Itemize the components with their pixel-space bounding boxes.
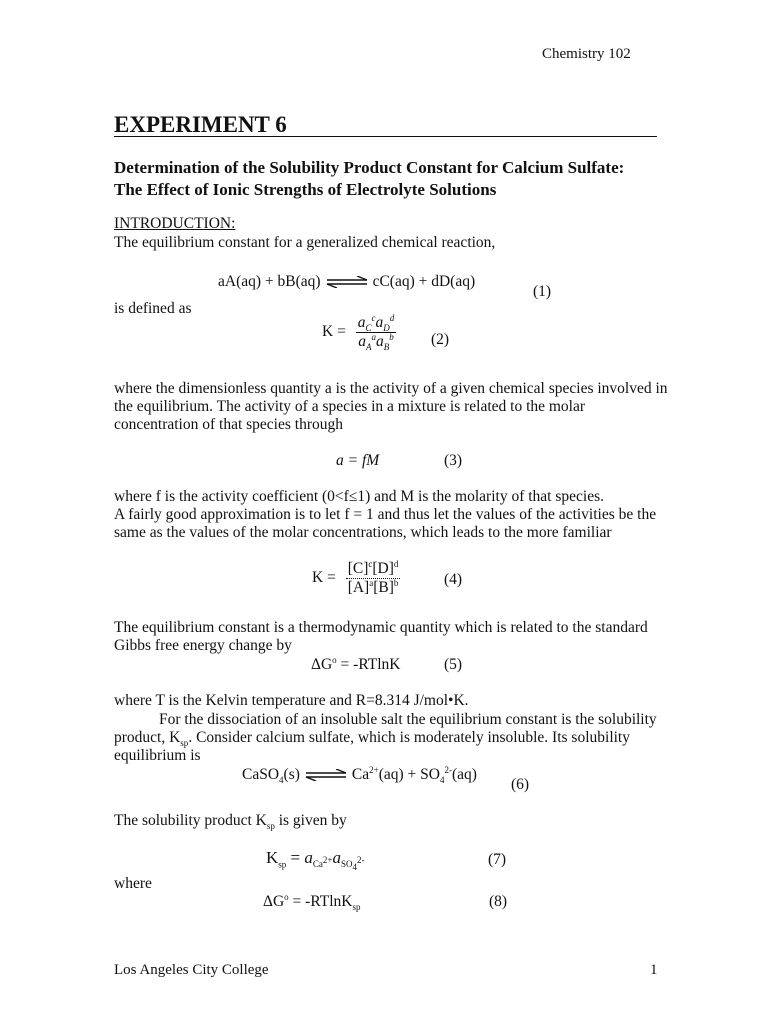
p3-line-2: the equilibrium. The activity of a species in a mixture is related to the molar (114, 398, 586, 415)
eq6-products: $Ca^{2+}(aq) + SO_4^{2-}(aq)$ (351, 764, 477, 786)
intro-paragraph-3 (114, 380, 674, 434)
equation-1 (218, 273, 475, 291)
equation-4 (312, 560, 400, 597)
p7-line-2: product, $K_{sp}$. Consider calcium sulfate, which is moderately insoluble. Its solubility (114, 729, 630, 749)
equation-5: $\Delta G^o = -RTlnK$ (311, 654, 401, 673)
equation-1-number: (1) (533, 283, 552, 300)
equation-5-number: (5) (444, 656, 463, 673)
eq2-lhs: K = (322, 323, 346, 341)
eq4-fraction (346, 560, 401, 597)
equation-6 (242, 766, 477, 784)
intro-paragraph-1: The equilibrium constant for a generalized chemical reaction, (114, 234, 496, 251)
eq2-denominator: $a_A^aa_B^b$ (358, 331, 394, 353)
eq2-numerator: $a_C^ca_D^d$ (357, 312, 395, 334)
experiment-subtitle (114, 157, 674, 201)
p3-line-1: where the dimensionless quantity a is the activity of a given chemical species involved in (114, 380, 668, 397)
equation-7: $K_{sp} = a_{Ca^{2+}}a_{SO_4^{2-}}$ (266, 848, 365, 873)
eq6-reactant: CaSO$_4$(s) (242, 766, 300, 786)
equation-3-number: (3) (444, 452, 463, 469)
equation-4-number: (4) (444, 571, 463, 588)
eq4-denominator: $[A]^a[B]^b$ (347, 577, 399, 596)
equation-8-number: (8) (489, 893, 508, 910)
equation-2 (322, 314, 396, 351)
eq1-products: cC(aq) + dD(aq) (372, 273, 476, 290)
page-number: 1 (650, 962, 658, 978)
p5-line-1: The equilibrium constant is a thermodynamic quantity which is related to the standard (114, 619, 648, 636)
intro-paragraph-6: where T is the Kelvin temperature and R=8.314 J/mol•K. (114, 692, 469, 709)
intro-paragraph-7 (114, 711, 674, 765)
p4-line-1: where f is the activity coefficient (0<f≤1) and M is the molarity of that species. (114, 488, 604, 505)
equation-6-number: (6) (511, 776, 530, 793)
intro-paragraph-5 (114, 619, 674, 655)
eq4-lhs: K = (312, 569, 336, 587)
intro-paragraph-4 (114, 488, 674, 542)
p7-line-3: equilibrium is (114, 747, 201, 764)
equilibrium-arrow-icon (325, 276, 369, 288)
course-header: Chemistry 102 (542, 46, 631, 62)
p4-line-3: same as the values of the molar concentrations, which leads to the more familiar (114, 524, 612, 541)
eq4-numerator: $[C]^c[D]^d$ (347, 558, 399, 577)
intro-paragraph-2: is defined as (114, 300, 192, 317)
equilibrium-arrow-icon (304, 769, 348, 781)
equation-3: a = fM (336, 452, 380, 469)
introduction-heading: INTRODUCTION: (114, 215, 236, 232)
p4-line-2: A fairly good approximation is to let f = 1 and thus let the values of the activities be the (114, 506, 657, 523)
eq1-reactants: aA(aq) + bB(aq) (218, 273, 321, 290)
title-rule (114, 136, 657, 137)
p5-line-2: Gibbs free energy change by (114, 637, 292, 654)
equation-8: $\Delta G^o = -RTlnK_{sp}$ (263, 891, 361, 913)
experiment-title: EXPERIMENT 6 (114, 112, 287, 137)
equation-2-number: (2) (431, 331, 450, 348)
eq2-fraction (356, 314, 397, 351)
footer-college: Los Angeles City College (114, 962, 269, 978)
subtitle-line-2: The Effect of Ionic Strengths of Electrolyte Solutions (114, 180, 497, 199)
p3-line-3: concentration of that species through (114, 416, 343, 433)
equation-7-number: (7) (488, 851, 507, 868)
subtitle-line-1: Determination of the Solubility Product Constant for Calcium Sulfate: (114, 158, 625, 177)
intro-paragraph-9: where (114, 875, 152, 892)
intro-paragraph-8: The solubility product $K_{sp}$ is given by (114, 812, 347, 832)
p7-line-1: For the dissociation of an insoluble salt the equilibrium constant is the solubility (159, 711, 657, 728)
